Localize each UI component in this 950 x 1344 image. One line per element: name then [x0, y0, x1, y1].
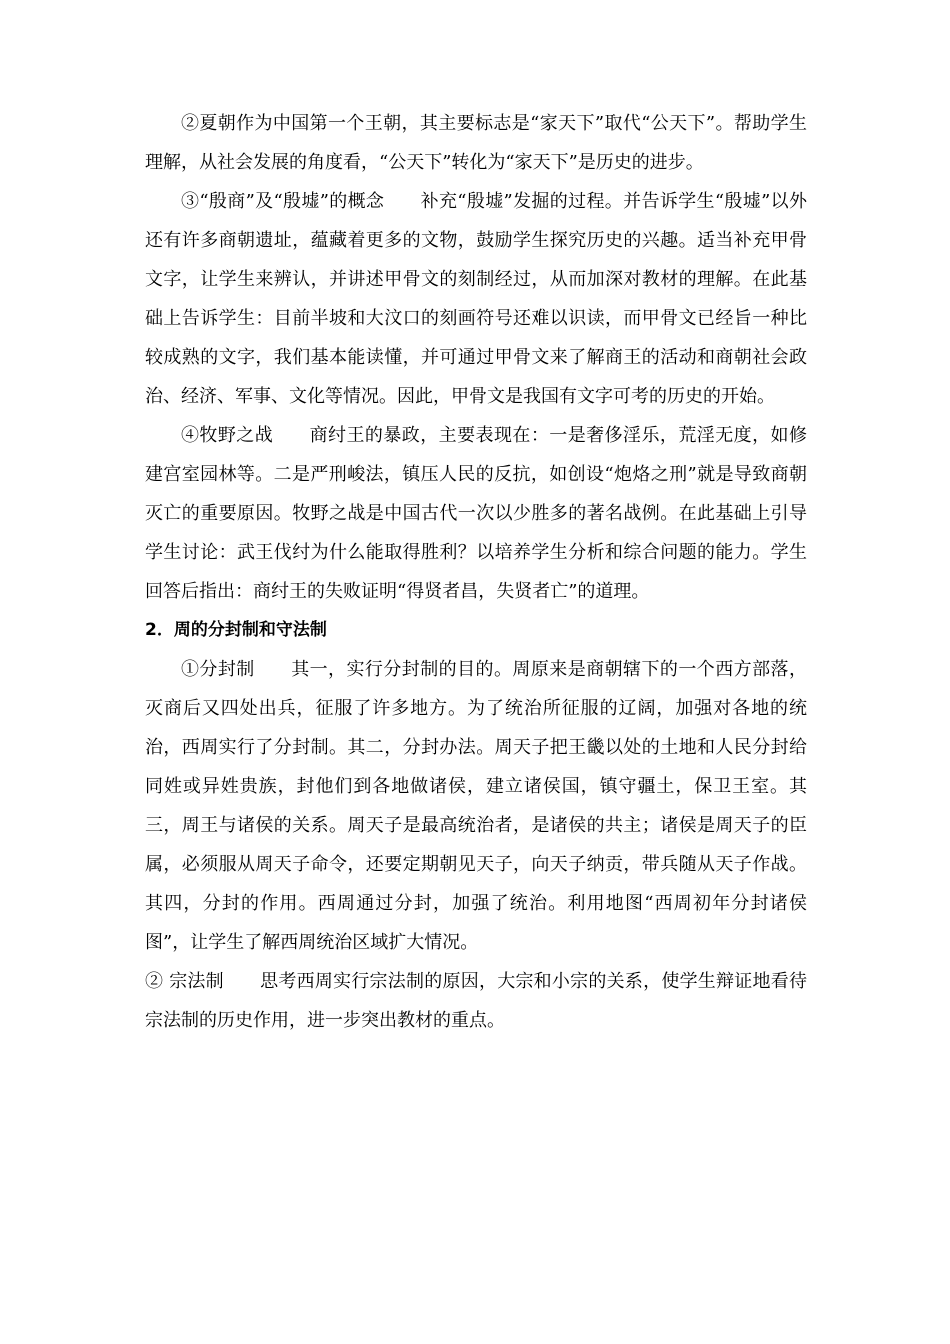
section-heading: 2．周的分封制和守法制 [145, 620, 327, 640]
paragraph-text: ②夏朝作为中国第一个王朝，其主要标志是“家天下”取代“公天下”。帮助学生理解，从社会发展的角度看，“公天下”转化为“家天下”是历史的进步。 [145, 113, 807, 173]
paragraph-lead: ② 宗法制 [145, 971, 224, 992]
paragraph-text: 商纣王的暴政，主要表现在：一是奢侈淫乐，荒淫无度，如修建宫室园林等。二是严刑峻法，镇压人民的反抗，如创设“炮烙之刑”就是导致商朝灭亡的重要原因。牧野之战是中国古代一次以少胜多的著名战例。在此基础上引导学生讨论：武王伐纣为什么能取得胜利？以培养学生分析和综合问题的能力。学生回答后指出：商纣王的失败证明“得贤者昌，失贤者亡”的道理。 [145, 425, 807, 602]
paragraph-text: 其一，实行分封制的目的。周原来是商朝辖下的一个西方部落，灭商后又四处出兵，征服了许多地方。为了统治所征服的辽阔，加强对各地的统治，西周实行了分封制。其二，分封办法。周天子把王畿以处的土地和人民分封给同姓或异姓贵族，封他们到各地做诸侯，建立诸侯国，镇守疆土，保卫王室。其三，周王与诸侯的关系。周天子是最高统治者，是诸侯的共主；诸侯是周天子的臣属，必须服从周天子命令，还要定期朝见天子，向天子纳贡，带兵随从天子作战。其四，分封的作用。西周通过分封，加强了统治。利用地图“西周初年分封诸侯图”，让学生了解西周统治区域扩大情况。 [145, 659, 807, 953]
paragraph-zongfa [145, 962, 807, 1040]
paragraph-fenfeng [145, 650, 807, 962]
paragraph-text: 补充“殷墟”发掘的过程。并告诉学生“殷墟”以外还有许多商朝遗址，蕴藏着更多的文物，鼓励学生探究历史的兴趣。适当补充甲骨文字，让学生来辨认，并讲述甲骨文的刻制经过，从而加深对教材的理解。在此基础上告诉学生：目前半坡和大汶口的刻画符号还难以识读，而甲骨文已经旨一种比较成熟的文字，我们基本能读懂，并可通过甲骨文来了解商王的活动和商朝社会政治、经济、军事、文化等情况。因此，甲骨文是我国有文字可考的历史的开始。 [145, 191, 807, 407]
paragraph-muye-battle [145, 416, 807, 611]
paragraph-lead: ③“殷商”及“殷墟”的概念 [181, 191, 385, 212]
paragraph-text: 思考西周实行宗法制的原因，大宗和小宗的关系，使学生辩证地看待宗法制的历史作用，进一步突出教材的重点。 [145, 971, 807, 1031]
document-page [145, 104, 807, 1040]
paragraph-xia-dynasty [145, 104, 807, 182]
paragraph-yinshang [145, 182, 807, 416]
paragraph-lead: ①分封制 [181, 659, 255, 680]
paragraph-lead: ④牧野之战 [181, 425, 274, 446]
